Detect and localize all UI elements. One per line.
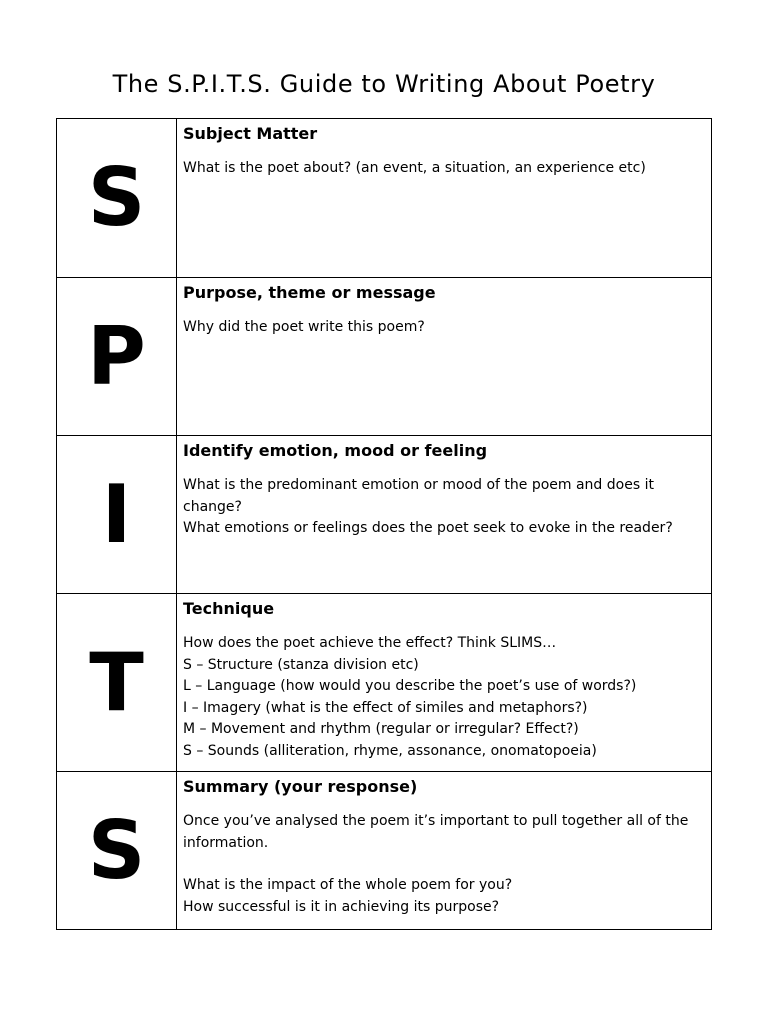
row-text: What is the predominant emotion or mood of the poem and does it change? [183, 477, 654, 515]
letter-t: T [89, 635, 144, 729]
row-text: What is the impact of the whole poem for you? [183, 877, 513, 893]
row-text: Why did the poet write this poem? [183, 319, 425, 335]
content-cell [177, 594, 712, 772]
content-cell [177, 119, 712, 278]
row-heading: Technique [183, 599, 275, 618]
row-text: What emotions or feelings does the poet seek to evoke in the reader? [183, 520, 673, 536]
table-row-subject [57, 119, 712, 278]
spacer [183, 854, 705, 875]
letter-cell [57, 772, 177, 930]
content-cell [177, 772, 712, 930]
letter-cell [57, 594, 177, 772]
table-row-technique [57, 594, 712, 772]
row-text: S – Sounds (alliteration, rhyme, assonance, onomatopoeia) [183, 742, 597, 759]
letter-cell [57, 436, 177, 594]
row-heading: Subject Matter [183, 124, 318, 143]
row-text: I – Imagery (what is the effect of similes and metaphors?) [183, 699, 588, 716]
letter-i: I [101, 467, 132, 561]
content-cell [177, 436, 712, 594]
letter-p: P [87, 309, 146, 403]
row-text: What is the poet about? (an event, a situation, an experience etc) [183, 160, 646, 176]
letter-s: S [87, 151, 146, 244]
letter-s: S [87, 803, 146, 897]
content-cell [177, 278, 712, 436]
row-text: How successful is it in achieving its purpose? [183, 898, 500, 915]
table-row-purpose [57, 278, 712, 436]
row-heading: Identify emotion, mood or feeling [183, 441, 488, 460]
table-row-identify [57, 436, 712, 594]
row-text: M – Movement and rhythm (regular or irregular? Effect?) [183, 721, 579, 737]
row-text: L – Language (how would you describe the poet’s use of words?) [183, 678, 637, 694]
table-row-summary [57, 772, 712, 930]
row-heading: Purpose, theme or message [183, 283, 436, 302]
letter-cell [57, 278, 177, 436]
row-text: Once you’ve analysed the poem it’s important to pull together all of the information. [183, 813, 689, 851]
letter-cell [57, 119, 177, 278]
row-text: How does the poet achieve the effect? Think SLIMS… [183, 635, 557, 651]
page-title: The S.P.I.T.S. Guide to Writing About Poetry [112, 70, 656, 98]
row-text: S – Structure (stanza division etc) [183, 656, 419, 673]
row-heading: Summary (your response) [183, 777, 418, 796]
spits-table [56, 118, 712, 930]
